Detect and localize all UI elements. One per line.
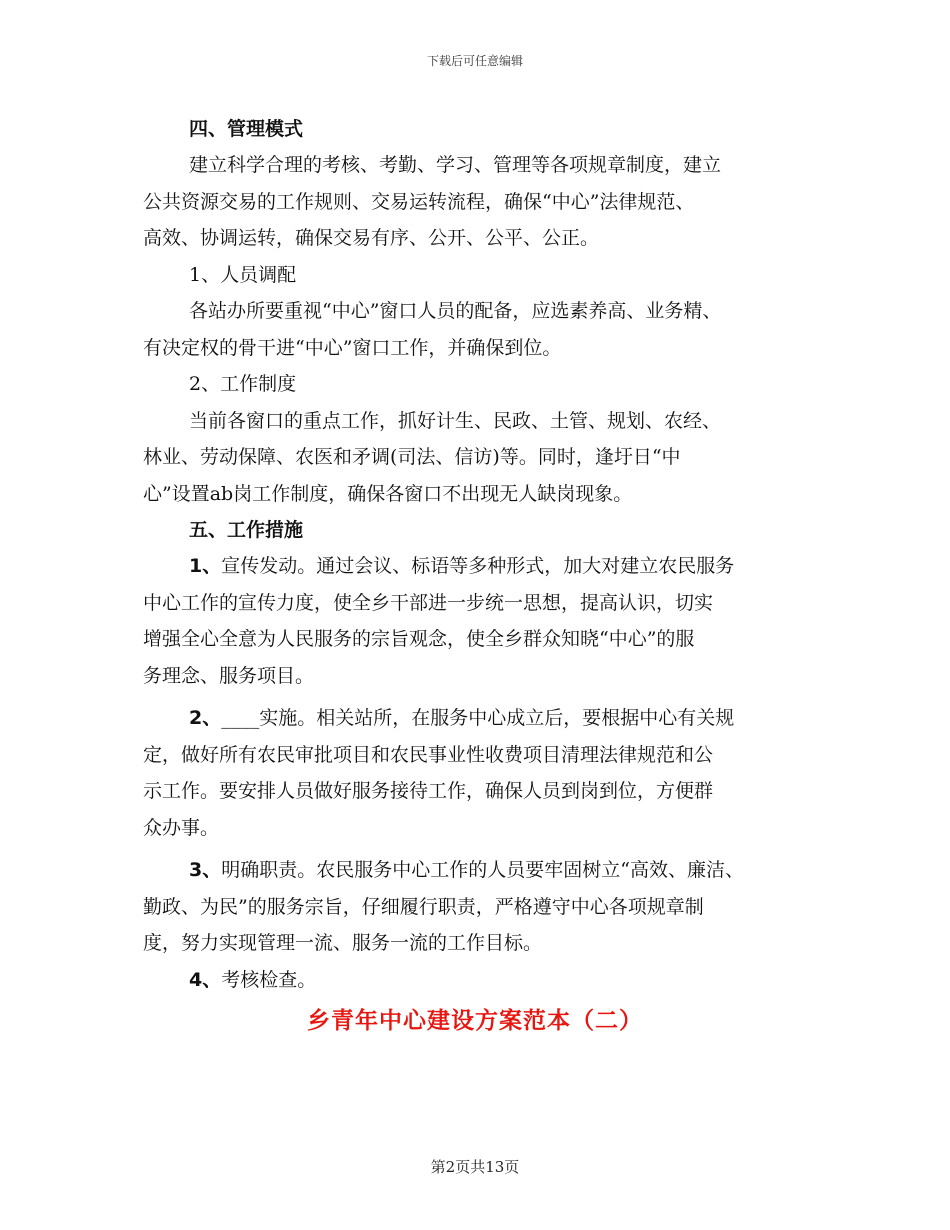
section-heading-work-measures: 五、工作措施 — [189, 519, 304, 541]
text-line — [143, 548, 823, 585]
text-line — [143, 852, 823, 889]
text-line: 定，做好所有农民审批项目和农民事业性收费项目清理法律规范和公 — [143, 743, 714, 766]
text-line: 心”设置ab岗工作制度，确保各窗口不出现无人缺岗现象。 — [143, 482, 633, 505]
text-line — [143, 700, 823, 737]
text-line: 中心工作的宣传力度，使全乡干部进一步统一思想，提高认识，切实 — [143, 591, 714, 614]
text-line: 当前各窗口的重点工作，抓好计生、民政、土管、规划、农经、 — [189, 409, 722, 432]
text-line: 建立科学合理的考核、考勤、学习、管理等各项规章制度，建立 — [189, 154, 722, 176]
text-line: 勤政、为民”的服务宗旨，仔细履行职责，严格遵守中心各项规章制 — [143, 895, 704, 918]
text-line: 高效、协调运转，确保交易有序、公开、公平、公正。 — [143, 227, 600, 249]
item-text: 宣传发动。通过会议、标语等多种形式，加大对建立农民服务 — [221, 555, 735, 577]
paragraph-measure-3 — [143, 852, 823, 962]
text-line: 示工作。要安排人员做好服务接待工作，确保人员到岗到位，方便群 — [143, 780, 714, 802]
subheading-work-system — [143, 366, 823, 403]
paragraph-work-system — [143, 403, 823, 513]
paragraph-management-intro — [143, 147, 823, 257]
page-number-footer: 第2页共13页 — [430, 1158, 520, 1176]
text-line: 增强全心全意为人民服务的宗旨观念，使全乡群众知晓“中心”的服 — [143, 628, 695, 650]
next-document-title: 乡青年中心建设方案范本（二） — [307, 1008, 643, 1034]
paragraph-measure-2 — [143, 700, 823, 846]
text-line: 1、人员调配 — [189, 263, 297, 286]
item-number: 3、 — [189, 859, 222, 881]
text-line: 有决定权的骨干进“中心”窗口工作，并确保到位。 — [143, 336, 562, 359]
text-line: 度，努力实现管理一流、服务一流的工作目标。 — [143, 932, 543, 954]
document-body — [143, 111, 823, 998]
item-number: 1、 — [189, 555, 222, 577]
paragraph-staffing — [143, 293, 823, 366]
text-line: 各站办所要重视“中心”窗口人员的配备，应选素养高、业务精、 — [189, 300, 722, 322]
item-number: 4、 — [189, 968, 222, 991]
paragraph-measure-1 — [143, 548, 823, 694]
text-line — [143, 962, 823, 999]
paragraph-measure-4 — [143, 962, 823, 999]
text-line: 众办事。 — [143, 816, 220, 839]
subheading-staffing — [143, 257, 823, 294]
item-text: 明确职责。农民服务中心工作的人员要牢固树立“高效、廉洁、 — [221, 859, 744, 881]
text-line: 务理念、服务项目。 — [143, 664, 315, 687]
item-text: 考核检查。 — [221, 968, 317, 991]
section-heading-management-mode: 四、管理模式 — [189, 118, 304, 140]
page-header: 下载后可任意编辑 — [426, 54, 523, 68]
item-text: ____实施。相关站所，在服务中心成立后，要根据中心有关规 — [221, 707, 735, 729]
text-line: 2、工作制度 — [189, 373, 297, 395]
text-line: 林业、劳动保障、农医和矛调(司法、信访)等。同时，逢圩日“中 — [143, 446, 681, 468]
item-number: 2、 — [189, 707, 222, 729]
text-line: 公共资源交易的工作规则、交易运转流程，确保“中心”法律规范、 — [143, 190, 695, 213]
